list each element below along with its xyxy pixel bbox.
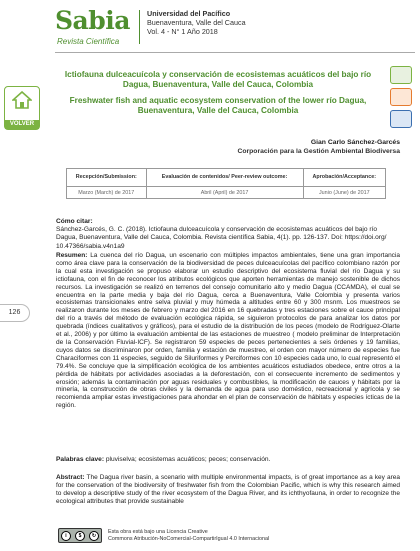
license-block [58, 526, 398, 546]
header-info [147, 9, 246, 36]
submission-date: Marzo (March) de 2017 [67, 187, 147, 199]
cc-sa-icon: ↻ [89, 531, 99, 541]
author-affiliation: Corporación para la Gestión Ambiental Biodiversa [237, 148, 400, 155]
journal-logo: Sabia [55, 6, 130, 35]
license-text [108, 529, 269, 543]
citation-block [56, 218, 400, 251]
dates-table [66, 168, 386, 199]
acceptance-date: Junio (June) de 2017 [303, 187, 385, 199]
header-divider [139, 10, 140, 44]
article-title-es: Ictiofauna dulceacuícola y conservación de ecosistemas acuáticos del bajo río Dagua, Buenaventura, Valle del Cauca, Colombia [64, 70, 372, 89]
cc-by-icon: i [61, 531, 71, 541]
abstract-en-text: The Dagua river basin, a scenario with multiple environmental impacts, is of great importance as a key area for the conservation of the biodiversity of freshwater fish from the Colombian Pacific, which is why this research aimed to develop a descriptive study of the river ecosystem of the Dagua River, and its ichthyofauna, in order to recognize the ecological attributes that provide sustainable [56, 474, 400, 505]
index-logo-icon [390, 88, 412, 106]
review-header: Evaluación de contenidos/ Peer-review outcome: [146, 169, 303, 187]
header-rule [55, 52, 415, 53]
dates-header-row [67, 169, 386, 187]
home-icon [12, 91, 32, 109]
keywords-text: pluviselva; ecosistemas acuáticos; peces; conservación. [105, 456, 271, 463]
title-block [58, 70, 378, 116]
keywords-label: Palabras clave: [56, 456, 105, 463]
submission-header: Recepción/Submission: [67, 169, 147, 187]
university-location: Buenaventura, Valle del Cauca [147, 18, 246, 27]
side-logos [388, 66, 414, 132]
volver-label: VOLVER [5, 120, 39, 129]
abstract-en [56, 474, 400, 522]
university-name: Universidad del Pacífico [147, 9, 231, 18]
abstract-es [56, 252, 400, 410]
volume-info: Vol. 4 - N° 1 Año 2018 [147, 27, 218, 36]
abstract-es-label: Resumen: [56, 252, 88, 259]
dates-value-row [67, 187, 386, 199]
citation-text: Sánchez-Garcés, G. C. (2018). Ictiofauna dulceacuícola y conservación de ecosistemas acuáticos del bajo río Dagua, Buenaventura, Valle del Cauca, Colombia. Revista científica Sabia, 4(1). pp. 126-137. Doi: https://doi.org/ 10.47366/sabia.v4n1a9 [56, 226, 387, 250]
author-name: Gian Carlo Sánchez-Garcés [310, 139, 400, 146]
page-number-badge: 126 [0, 304, 30, 322]
author-block [237, 138, 400, 156]
journal-header [55, 6, 415, 58]
repository-logo-icon [390, 110, 412, 128]
license-line-2: Commons Atribución-NoComercial-CompartirIgual 4.0 Internacional [108, 536, 270, 542]
creative-commons-icon[interactable] [58, 528, 102, 543]
journal-subtitle: Revista Científica [57, 37, 120, 46]
abstract-es-text: La cuenca del río Dagua, un escenario con múltiples impactos ambientales, tiene una gran importancia como área clave para la conservación de la biodiversidad de peces dulceacuícolas del pacífico colombiano razón por la cual esta investigación se propuso elaborar un estudio descriptivo del ecosistema fluvial del río Dagua y su ictiofauna, con el fin de reconocer los atributos ecológicos que aporten herramientas de manejo sostenible de dichos recursos. La investigación se realizó en terrenos del consejo comunitario alto y medio Dagua (CCAMDA), el cual se encuentra en la parte media y baja del río Dagua, cerca a Buenaventura, Valle Colombia y presenta varios ecosistemas transicionales entre selva pluvial y muy húmeda a altitudes entre 60 y 300 msnm. Los muestreos se realizaron durante los meses de febrero y marzo del 2016 en 16 quebradas y tres estaciones sobre el cauce principal del río a través del método de evaluación ecológica rápida, se siguieron protocolos de para analizar los datos por quebrada (índices cualitativos y gráficos), para el estudio de la distribución de los peces (modelo de Rodríguez-Olarte et al., 2006) y por último la evaluación ambiental de las estaciones de muestreo ( modelo preliminar de Interpretación de la Conservación Fluvial-ICF). Se registraron 59 especies de peces pertenecientes a seis órdenes y 19 familias, cuyos datos se discriminaron por orden, familia y estación de muestreo, el orden con mayor número de especies fue Characiformes con 11 especies, seguido de Siluriformes y Perciformes con 10 especies cada uno, lo cual representó el 79.4%. Se concluye que la simplificación ecológica de los ambientes acuáticos estudiados obedece, entre otros a la pérdida de hábitats por actividades asociadas a la deforestación, con el consecuente incremento de sedimentos y erosión; además la contaminación por aguas residuales y combustibles, la modificación de cauces y hábitats por la minería, la construcción de obras civiles y la demanda de agua para uso doméstico, recreacional y agrícola y se recomienda ampliar estas investigaciones para ahondar en el plan de conservación de hábitats y especies ícticas de la región. [56, 252, 400, 410]
partner-logo-icon [390, 66, 412, 84]
volver-button[interactable] [4, 86, 40, 130]
keywords [56, 456, 400, 464]
acceptance-header: Aprobación/Acceptance: [303, 169, 385, 187]
article-title-en: Freshwater fish and aquatic ecosystem conservation of the lower río Dagua, Buenaventura, Valle del Cauca, Colombia [69, 96, 367, 115]
citation-label: Cómo citar: [56, 218, 93, 225]
license-line-1: Esta obra está bajo una Licencia Creative [108, 529, 208, 535]
abstract-en-label: Abstract: [56, 474, 85, 481]
review-date: Abril (April) de 2017 [146, 187, 303, 199]
sidebar [0, 0, 44, 551]
cc-nc-icon: $ [75, 531, 85, 541]
